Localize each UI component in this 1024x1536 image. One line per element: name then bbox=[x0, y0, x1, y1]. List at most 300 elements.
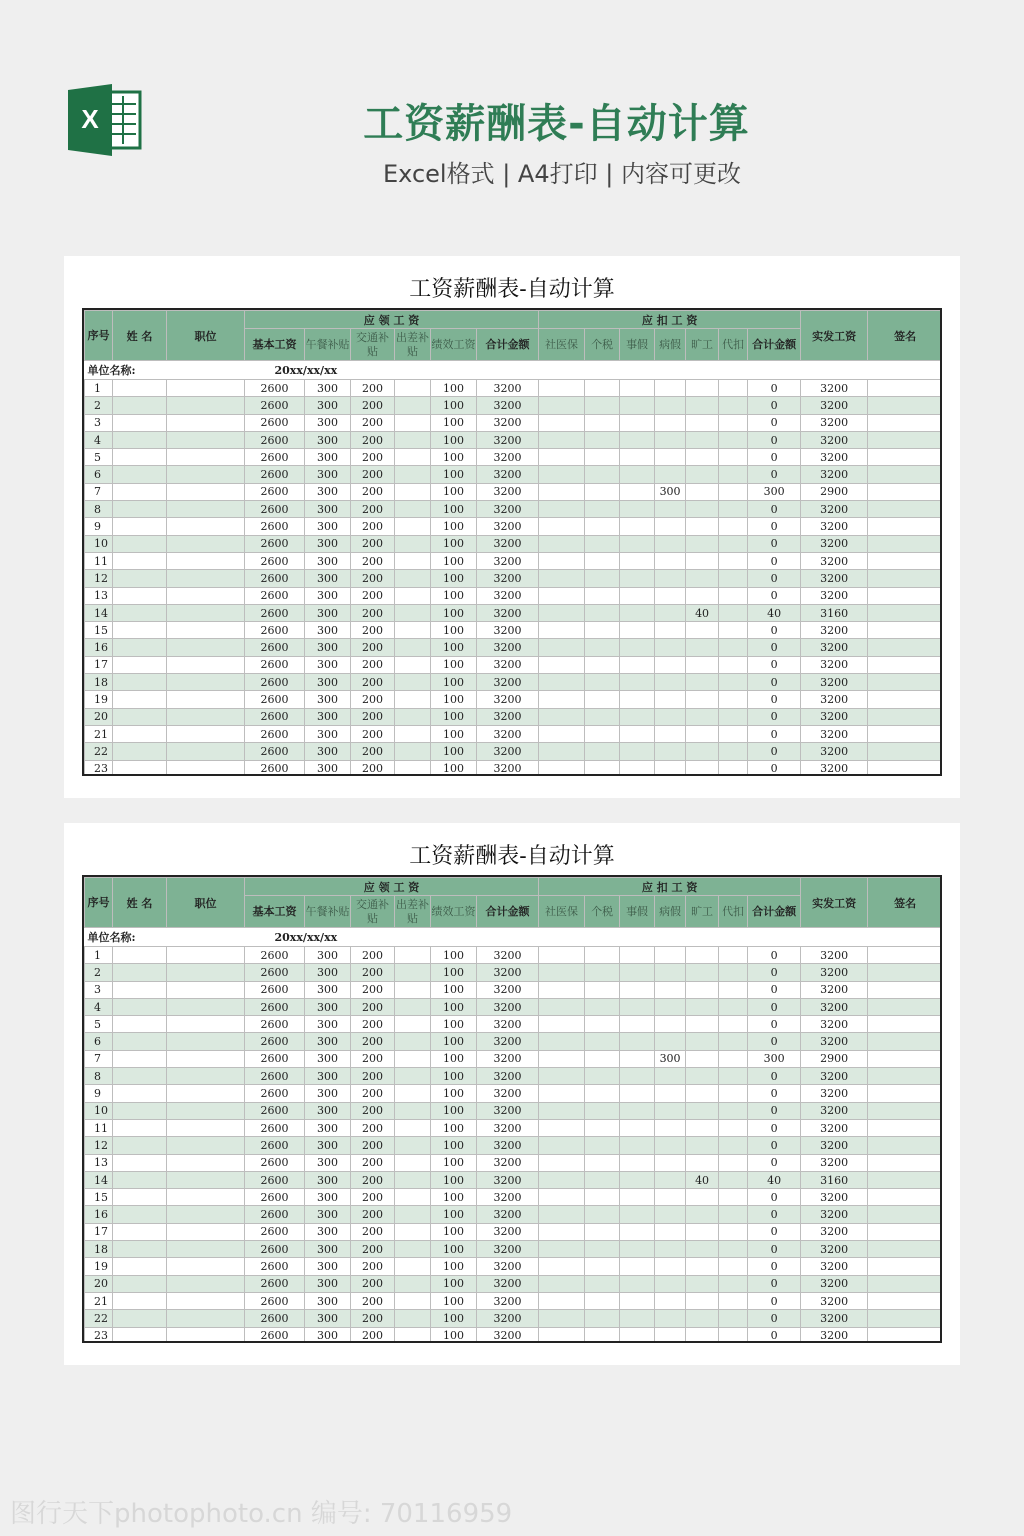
cell-empty[interactable] bbox=[620, 725, 655, 742]
cell-empty[interactable] bbox=[585, 587, 620, 604]
cell-empty[interactable] bbox=[167, 691, 245, 708]
cell-sick[interactable] bbox=[655, 760, 686, 776]
cell-absence[interactable] bbox=[686, 981, 719, 998]
cell-perf[interactable]: 100 bbox=[431, 947, 477, 964]
cell-transport[interactable]: 200 bbox=[351, 743, 395, 760]
cell-empty[interactable] bbox=[868, 570, 942, 587]
cell-ded[interactable]: 0 bbox=[748, 622, 801, 639]
cell-perf[interactable]: 100 bbox=[431, 1171, 477, 1188]
cell-empty[interactable] bbox=[585, 552, 620, 569]
cell-empty[interactable] bbox=[620, 518, 655, 535]
cell-net[interactable]: 3200 bbox=[801, 1154, 868, 1171]
cell-empty[interactable] bbox=[719, 1016, 748, 1033]
cell-meal[interactable]: 300 bbox=[305, 1292, 351, 1309]
cell-seq[interactable]: 17 bbox=[85, 1223, 113, 1240]
cell-sick[interactable] bbox=[655, 414, 686, 431]
cell-seq[interactable]: 23 bbox=[85, 1327, 113, 1343]
cell-meal[interactable]: 300 bbox=[305, 466, 351, 483]
cell-empty[interactable] bbox=[585, 449, 620, 466]
cell-empty[interactable] bbox=[395, 414, 431, 431]
cell-empty[interactable] bbox=[620, 656, 655, 673]
cell-empty[interactable] bbox=[585, 535, 620, 552]
cell-transport[interactable]: 200 bbox=[351, 1206, 395, 1223]
cell-empty[interactable] bbox=[167, 1275, 245, 1292]
cell-transport[interactable]: 200 bbox=[351, 947, 395, 964]
cell-empty[interactable] bbox=[719, 604, 748, 621]
cell-meal[interactable]: 300 bbox=[305, 1068, 351, 1085]
cell-perf[interactable]: 100 bbox=[431, 552, 477, 569]
cell-empty[interactable] bbox=[395, 656, 431, 673]
cell-empty[interactable] bbox=[113, 1292, 167, 1309]
cell-net[interactable]: 3200 bbox=[801, 518, 868, 535]
cell-net[interactable]: 2900 bbox=[801, 1050, 868, 1067]
cell-empty[interactable] bbox=[868, 535, 942, 552]
cell-empty[interactable] bbox=[585, 656, 620, 673]
cell-ded[interactable]: 0 bbox=[748, 1033, 801, 1050]
cell-sick[interactable] bbox=[655, 947, 686, 964]
cell-empty[interactable] bbox=[167, 725, 245, 742]
cell-sick[interactable] bbox=[655, 1327, 686, 1343]
cell-empty[interactable] bbox=[585, 998, 620, 1015]
cell-net[interactable]: 3200 bbox=[801, 743, 868, 760]
cell-seq[interactable]: 5 bbox=[85, 449, 113, 466]
cell-seq[interactable]: 21 bbox=[85, 725, 113, 742]
cell-empty[interactable] bbox=[868, 1033, 942, 1050]
cell-empty[interactable] bbox=[539, 431, 585, 448]
cell-sick[interactable] bbox=[655, 964, 686, 981]
cell-seq[interactable]: 18 bbox=[85, 674, 113, 691]
cell-sick[interactable] bbox=[655, 1189, 686, 1206]
cell-meal[interactable]: 300 bbox=[305, 1033, 351, 1050]
cell-empty[interactable] bbox=[620, 1050, 655, 1067]
cell-base[interactable]: 2600 bbox=[245, 397, 305, 414]
cell-base[interactable]: 2600 bbox=[245, 466, 305, 483]
cell-empty[interactable] bbox=[113, 743, 167, 760]
cell-empty[interactable] bbox=[868, 466, 942, 483]
cell-seq[interactable]: 22 bbox=[85, 743, 113, 760]
cell-total[interactable]: 3200 bbox=[477, 1327, 539, 1343]
cell-absence[interactable] bbox=[686, 1292, 719, 1309]
cell-transport[interactable]: 200 bbox=[351, 1327, 395, 1343]
cell-absence[interactable]: 40 bbox=[686, 604, 719, 621]
cell-net[interactable]: 2900 bbox=[801, 483, 868, 500]
cell-absence[interactable] bbox=[686, 587, 719, 604]
cell-empty[interactable] bbox=[395, 1154, 431, 1171]
cell-total[interactable]: 3200 bbox=[477, 674, 539, 691]
cell-absence[interactable] bbox=[686, 998, 719, 1015]
cell-meal[interactable]: 300 bbox=[305, 691, 351, 708]
cell-absence[interactable] bbox=[686, 691, 719, 708]
cell-empty[interactable] bbox=[167, 604, 245, 621]
cell-perf[interactable]: 100 bbox=[431, 483, 477, 500]
cell-empty[interactable] bbox=[620, 1154, 655, 1171]
cell-empty[interactable] bbox=[868, 501, 942, 518]
cell-ded[interactable]: 300 bbox=[748, 1050, 801, 1067]
cell-empty[interactable] bbox=[539, 1275, 585, 1292]
cell-empty[interactable] bbox=[719, 1241, 748, 1258]
cell-base[interactable]: 2600 bbox=[245, 656, 305, 673]
cell-net[interactable]: 3200 bbox=[801, 466, 868, 483]
cell-seq[interactable]: 1 bbox=[85, 380, 113, 397]
cell-total[interactable]: 3200 bbox=[477, 380, 539, 397]
cell-empty[interactable] bbox=[539, 1033, 585, 1050]
cell-sick[interactable] bbox=[655, 743, 686, 760]
cell-net[interactable]: 3200 bbox=[801, 760, 868, 776]
cell-meal[interactable]: 300 bbox=[305, 1050, 351, 1067]
cell-empty[interactable] bbox=[395, 1206, 431, 1223]
cell-base[interactable]: 2600 bbox=[245, 552, 305, 569]
cell-empty[interactable] bbox=[620, 483, 655, 500]
cell-empty[interactable] bbox=[620, 1241, 655, 1258]
cell-transport[interactable]: 200 bbox=[351, 466, 395, 483]
cell-perf[interactable]: 100 bbox=[431, 604, 477, 621]
cell-empty[interactable] bbox=[167, 397, 245, 414]
cell-empty[interactable] bbox=[167, 947, 245, 964]
cell-base[interactable]: 2600 bbox=[245, 1327, 305, 1343]
cell-empty[interactable] bbox=[113, 964, 167, 981]
cell-total[interactable]: 3200 bbox=[477, 1189, 539, 1206]
cell-empty[interactable] bbox=[395, 1327, 431, 1343]
cell-empty[interactable] bbox=[868, 1016, 942, 1033]
cell-total[interactable]: 3200 bbox=[477, 760, 539, 776]
cell-seq[interactable]: 1 bbox=[85, 947, 113, 964]
cell-absence[interactable] bbox=[686, 947, 719, 964]
cell-empty[interactable] bbox=[620, 535, 655, 552]
cell-sick[interactable] bbox=[655, 518, 686, 535]
cell-total[interactable]: 3200 bbox=[477, 708, 539, 725]
cell-absence[interactable] bbox=[686, 1102, 719, 1119]
cell-ded[interactable]: 0 bbox=[748, 552, 801, 569]
cell-absence[interactable] bbox=[686, 622, 719, 639]
cell-empty[interactable] bbox=[539, 449, 585, 466]
cell-ded[interactable]: 40 bbox=[748, 604, 801, 621]
cell-empty[interactable] bbox=[719, 397, 748, 414]
cell-total[interactable]: 3200 bbox=[477, 397, 539, 414]
cell-total[interactable]: 3200 bbox=[477, 449, 539, 466]
cell-perf[interactable]: 100 bbox=[431, 518, 477, 535]
cell-ded[interactable]: 0 bbox=[748, 674, 801, 691]
cell-meal[interactable]: 300 bbox=[305, 1102, 351, 1119]
cell-empty[interactable] bbox=[620, 1119, 655, 1136]
cell-net[interactable]: 3200 bbox=[801, 1310, 868, 1327]
cell-net[interactable]: 3200 bbox=[801, 552, 868, 569]
cell-empty[interactable] bbox=[167, 1206, 245, 1223]
cell-sick[interactable] bbox=[655, 1206, 686, 1223]
cell-empty[interactable] bbox=[620, 449, 655, 466]
cell-seq[interactable]: 11 bbox=[85, 1119, 113, 1136]
cell-base[interactable]: 2600 bbox=[245, 947, 305, 964]
cell-empty[interactable] bbox=[585, 674, 620, 691]
cell-empty[interactable] bbox=[113, 431, 167, 448]
cell-total[interactable]: 3200 bbox=[477, 431, 539, 448]
cell-total[interactable]: 3200 bbox=[477, 1102, 539, 1119]
cell-empty[interactable] bbox=[395, 431, 431, 448]
cell-total[interactable]: 3200 bbox=[477, 587, 539, 604]
cell-ded[interactable]: 0 bbox=[748, 725, 801, 742]
cell-ded[interactable]: 0 bbox=[748, 570, 801, 587]
cell-total[interactable]: 3200 bbox=[477, 518, 539, 535]
cell-empty[interactable] bbox=[719, 1137, 748, 1154]
cell-empty[interactable] bbox=[719, 1085, 748, 1102]
cell-net[interactable]: 3200 bbox=[801, 570, 868, 587]
cell-ded[interactable]: 0 bbox=[748, 518, 801, 535]
cell-empty[interactable] bbox=[539, 414, 585, 431]
cell-empty[interactable] bbox=[539, 1327, 585, 1343]
cell-empty[interactable] bbox=[113, 1189, 167, 1206]
cell-ded[interactable]: 0 bbox=[748, 449, 801, 466]
cell-transport[interactable]: 200 bbox=[351, 1189, 395, 1206]
cell-empty[interactable] bbox=[113, 466, 167, 483]
cell-empty[interactable] bbox=[113, 1241, 167, 1258]
cell-absence[interactable] bbox=[686, 431, 719, 448]
cell-sick[interactable] bbox=[655, 1068, 686, 1085]
cell-transport[interactable]: 200 bbox=[351, 639, 395, 656]
cell-total[interactable]: 3200 bbox=[477, 466, 539, 483]
cell-meal[interactable]: 300 bbox=[305, 964, 351, 981]
cell-base[interactable]: 2600 bbox=[245, 1050, 305, 1067]
cell-empty[interactable] bbox=[113, 622, 167, 639]
cell-empty[interactable] bbox=[585, 1258, 620, 1275]
cell-transport[interactable]: 200 bbox=[351, 760, 395, 776]
cell-total[interactable]: 3200 bbox=[477, 743, 539, 760]
cell-total[interactable]: 3200 bbox=[477, 1068, 539, 1085]
cell-empty[interactable] bbox=[868, 708, 942, 725]
cell-perf[interactable]: 100 bbox=[431, 1137, 477, 1154]
cell-meal[interactable]: 300 bbox=[305, 1171, 351, 1188]
cell-empty[interactable] bbox=[113, 1016, 167, 1033]
cell-absence[interactable] bbox=[686, 656, 719, 673]
cell-empty[interactable] bbox=[113, 1102, 167, 1119]
cell-net[interactable]: 3200 bbox=[801, 1119, 868, 1136]
cell-empty[interactable] bbox=[539, 535, 585, 552]
cell-empty[interactable] bbox=[395, 691, 431, 708]
cell-empty[interactable] bbox=[868, 552, 942, 569]
cell-empty[interactable] bbox=[868, 1223, 942, 1240]
cell-empty[interactable] bbox=[868, 674, 942, 691]
cell-ded[interactable]: 0 bbox=[748, 397, 801, 414]
cell-total[interactable]: 3200 bbox=[477, 570, 539, 587]
cell-empty[interactable] bbox=[167, 998, 245, 1015]
cell-ded[interactable]: 0 bbox=[748, 1275, 801, 1292]
cell-empty[interactable] bbox=[113, 449, 167, 466]
cell-absence[interactable] bbox=[686, 1050, 719, 1067]
cell-base[interactable]: 2600 bbox=[245, 760, 305, 776]
cell-seq[interactable]: 17 bbox=[85, 656, 113, 673]
cell-empty[interactable] bbox=[113, 708, 167, 725]
cell-net[interactable]: 3200 bbox=[801, 587, 868, 604]
cell-net[interactable]: 3200 bbox=[801, 708, 868, 725]
cell-seq[interactable]: 6 bbox=[85, 466, 113, 483]
cell-meal[interactable]: 300 bbox=[305, 552, 351, 569]
cell-empty[interactable] bbox=[113, 691, 167, 708]
cell-empty[interactable] bbox=[167, 1102, 245, 1119]
cell-empty[interactable] bbox=[167, 570, 245, 587]
cell-empty[interactable] bbox=[539, 674, 585, 691]
cell-empty[interactable] bbox=[395, 981, 431, 998]
cell-total[interactable]: 3200 bbox=[477, 535, 539, 552]
cell-empty[interactable] bbox=[719, 998, 748, 1015]
cell-empty[interactable] bbox=[719, 622, 748, 639]
cell-empty[interactable] bbox=[113, 998, 167, 1015]
cell-total[interactable]: 3200 bbox=[477, 552, 539, 569]
cell-sick[interactable]: 300 bbox=[655, 483, 686, 500]
cell-empty[interactable] bbox=[719, 431, 748, 448]
cell-empty[interactable] bbox=[719, 466, 748, 483]
cell-absence[interactable] bbox=[686, 725, 719, 742]
cell-empty[interactable] bbox=[539, 1154, 585, 1171]
cell-base[interactable]: 2600 bbox=[245, 708, 305, 725]
cell-meal[interactable]: 300 bbox=[305, 639, 351, 656]
cell-meal[interactable]: 300 bbox=[305, 708, 351, 725]
cell-transport[interactable]: 200 bbox=[351, 691, 395, 708]
cell-empty[interactable] bbox=[620, 587, 655, 604]
cell-empty[interactable] bbox=[620, 397, 655, 414]
cell-net[interactable]: 3200 bbox=[801, 691, 868, 708]
cell-absence[interactable] bbox=[686, 1206, 719, 1223]
cell-empty[interactable] bbox=[113, 380, 167, 397]
cell-base[interactable]: 2600 bbox=[245, 674, 305, 691]
cell-base[interactable]: 2600 bbox=[245, 1241, 305, 1258]
cell-seq[interactable]: 9 bbox=[85, 518, 113, 535]
cell-absence[interactable] bbox=[686, 1223, 719, 1240]
cell-total[interactable]: 3200 bbox=[477, 1258, 539, 1275]
cell-absence[interactable] bbox=[686, 570, 719, 587]
cell-net[interactable]: 3200 bbox=[801, 1327, 868, 1343]
cell-net[interactable]: 3200 bbox=[801, 947, 868, 964]
cell-meal[interactable]: 300 bbox=[305, 1137, 351, 1154]
cell-net[interactable]: 3200 bbox=[801, 1223, 868, 1240]
cell-empty[interactable] bbox=[585, 760, 620, 776]
cell-base[interactable]: 2600 bbox=[245, 691, 305, 708]
cell-net[interactable]: 3200 bbox=[801, 674, 868, 691]
cell-ded[interactable]: 0 bbox=[748, 1258, 801, 1275]
cell-empty[interactable] bbox=[719, 1033, 748, 1050]
cell-empty[interactable] bbox=[585, 708, 620, 725]
cell-empty[interactable] bbox=[620, 501, 655, 518]
cell-empty[interactable] bbox=[620, 414, 655, 431]
cell-perf[interactable]: 100 bbox=[431, 1223, 477, 1240]
cell-net[interactable]: 3200 bbox=[801, 535, 868, 552]
cell-net[interactable]: 3200 bbox=[801, 1102, 868, 1119]
cell-perf[interactable]: 100 bbox=[431, 501, 477, 518]
cell-sick[interactable] bbox=[655, 380, 686, 397]
cell-total[interactable]: 3200 bbox=[477, 1119, 539, 1136]
cell-empty[interactable] bbox=[620, 431, 655, 448]
cell-empty[interactable] bbox=[167, 1154, 245, 1171]
cell-empty[interactable] bbox=[620, 1275, 655, 1292]
cell-base[interactable]: 2600 bbox=[245, 1310, 305, 1327]
cell-empty[interactable] bbox=[395, 998, 431, 1015]
cell-seq[interactable]: 22 bbox=[85, 1310, 113, 1327]
cell-perf[interactable]: 100 bbox=[431, 587, 477, 604]
cell-empty[interactable] bbox=[719, 725, 748, 742]
cell-absence[interactable] bbox=[686, 639, 719, 656]
cell-net[interactable]: 3200 bbox=[801, 449, 868, 466]
cell-empty[interactable] bbox=[585, 1050, 620, 1067]
cell-absence[interactable] bbox=[686, 518, 719, 535]
cell-sick[interactable] bbox=[655, 639, 686, 656]
cell-empty[interactable] bbox=[719, 947, 748, 964]
cell-net[interactable]: 3200 bbox=[801, 622, 868, 639]
cell-ded[interactable]: 0 bbox=[748, 587, 801, 604]
cell-empty[interactable] bbox=[868, 656, 942, 673]
cell-empty[interactable] bbox=[719, 981, 748, 998]
cell-perf[interactable]: 100 bbox=[431, 708, 477, 725]
cell-empty[interactable] bbox=[620, 552, 655, 569]
cell-perf[interactable]: 100 bbox=[431, 466, 477, 483]
cell-perf[interactable]: 100 bbox=[431, 656, 477, 673]
cell-base[interactable]: 2600 bbox=[245, 449, 305, 466]
cell-total[interactable]: 3200 bbox=[477, 964, 539, 981]
cell-perf[interactable]: 100 bbox=[431, 414, 477, 431]
cell-empty[interactable] bbox=[539, 1137, 585, 1154]
cell-perf[interactable]: 100 bbox=[431, 981, 477, 998]
cell-empty[interactable] bbox=[719, 1189, 748, 1206]
cell-seq[interactable]: 18 bbox=[85, 1241, 113, 1258]
cell-perf[interactable]: 100 bbox=[431, 431, 477, 448]
cell-seq[interactable]: 20 bbox=[85, 1275, 113, 1292]
cell-empty[interactable] bbox=[167, 1258, 245, 1275]
cell-meal[interactable]: 300 bbox=[305, 604, 351, 621]
cell-empty[interactable] bbox=[868, 1292, 942, 1309]
cell-empty[interactable] bbox=[868, 518, 942, 535]
cell-base[interactable]: 2600 bbox=[245, 380, 305, 397]
cell-base[interactable]: 2600 bbox=[245, 1154, 305, 1171]
cell-empty[interactable] bbox=[620, 760, 655, 776]
cell-seq[interactable]: 13 bbox=[85, 1154, 113, 1171]
cell-absence[interactable] bbox=[686, 535, 719, 552]
cell-absence[interactable] bbox=[686, 1154, 719, 1171]
cell-transport[interactable]: 200 bbox=[351, 570, 395, 587]
cell-perf[interactable]: 100 bbox=[431, 380, 477, 397]
cell-total[interactable]: 3200 bbox=[477, 414, 539, 431]
cell-net[interactable]: 3200 bbox=[801, 1258, 868, 1275]
cell-empty[interactable] bbox=[585, 1310, 620, 1327]
cell-empty[interactable] bbox=[113, 1223, 167, 1240]
cell-empty[interactable] bbox=[167, 1223, 245, 1240]
cell-seq[interactable]: 5 bbox=[85, 1016, 113, 1033]
cell-empty[interactable] bbox=[167, 587, 245, 604]
cell-transport[interactable]: 200 bbox=[351, 501, 395, 518]
cell-empty[interactable] bbox=[167, 1016, 245, 1033]
cell-empty[interactable] bbox=[167, 431, 245, 448]
cell-base[interactable]: 2600 bbox=[245, 501, 305, 518]
cell-perf[interactable]: 100 bbox=[431, 397, 477, 414]
cell-perf[interactable]: 100 bbox=[431, 1068, 477, 1085]
cell-meal[interactable]: 300 bbox=[305, 725, 351, 742]
cell-base[interactable]: 2600 bbox=[245, 587, 305, 604]
cell-ded[interactable]: 0 bbox=[748, 639, 801, 656]
cell-net[interactable]: 3200 bbox=[801, 1206, 868, 1223]
cell-empty[interactable] bbox=[395, 380, 431, 397]
cell-perf[interactable]: 100 bbox=[431, 1016, 477, 1033]
cell-net[interactable]: 3200 bbox=[801, 725, 868, 742]
cell-transport[interactable]: 200 bbox=[351, 449, 395, 466]
cell-empty[interactable] bbox=[395, 552, 431, 569]
cell-perf[interactable]: 100 bbox=[431, 639, 477, 656]
cell-meal[interactable]: 300 bbox=[305, 1206, 351, 1223]
cell-seq[interactable]: 8 bbox=[85, 1068, 113, 1085]
cell-empty[interactable] bbox=[620, 639, 655, 656]
cell-total[interactable]: 3200 bbox=[477, 691, 539, 708]
cell-sick[interactable] bbox=[655, 431, 686, 448]
cell-base[interactable]: 2600 bbox=[245, 1119, 305, 1136]
cell-empty[interactable] bbox=[539, 947, 585, 964]
cell-total[interactable]: 3200 bbox=[477, 981, 539, 998]
cell-empty[interactable] bbox=[395, 1119, 431, 1136]
cell-ded[interactable]: 0 bbox=[748, 1189, 801, 1206]
cell-perf[interactable]: 100 bbox=[431, 674, 477, 691]
